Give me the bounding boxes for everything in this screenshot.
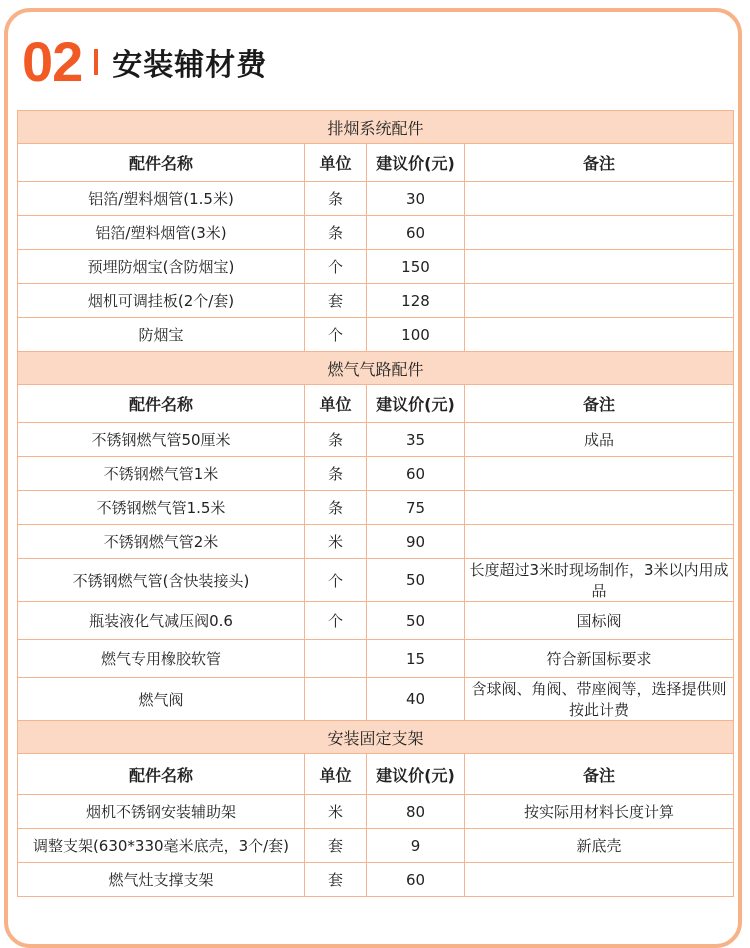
- section-title-row: [18, 352, 734, 385]
- col-note-header: 备注: [465, 144, 734, 182]
- item-note: 长度超过3米时现场制作，3米以内用成品: [465, 559, 734, 602]
- col-name-header: 配件名称: [18, 144, 305, 182]
- item-note: [465, 525, 734, 559]
- item-unit: [305, 640, 367, 678]
- item-name: 铝箔/塑料烟管(3米): [18, 216, 305, 250]
- item-unit: 个: [305, 318, 367, 352]
- item-price: 15: [367, 640, 465, 678]
- item-note: 国标阀: [465, 602, 734, 640]
- item-note: [465, 863, 734, 897]
- col-unit-header: 单位: [305, 754, 367, 795]
- item-note: 符合新国标要求: [465, 640, 734, 678]
- item-price: 35: [367, 423, 465, 457]
- table-row: [18, 457, 734, 491]
- table-row: [18, 678, 734, 721]
- item-price: 128: [367, 284, 465, 318]
- item-name: 不锈钢燃气管(含快装接头): [18, 559, 305, 602]
- item-note: 成品: [465, 423, 734, 457]
- item-name: 防烟宝: [18, 318, 305, 352]
- col-price-header: 建议价(元): [367, 754, 465, 795]
- section-header: [22, 32, 267, 92]
- fee-table: [17, 110, 734, 897]
- item-price: 100: [367, 318, 465, 352]
- table-row: [18, 216, 734, 250]
- col-unit-header: 单位: [305, 144, 367, 182]
- item-unit: 个: [305, 559, 367, 602]
- section-number: 02: [22, 30, 83, 93]
- table-row: [18, 423, 734, 457]
- table-row: [18, 318, 734, 352]
- table-row: [18, 863, 734, 897]
- item-note: 新底壳: [465, 829, 734, 863]
- item-note: [465, 318, 734, 352]
- item-unit: 条: [305, 182, 367, 216]
- item-price: 60: [367, 216, 465, 250]
- item-note: [465, 284, 734, 318]
- item-unit: 米: [305, 525, 367, 559]
- item-price: 60: [367, 457, 465, 491]
- item-note: 含球阀、角阀、带座阀等，选择提供则按此计费: [465, 678, 734, 721]
- item-note: [465, 216, 734, 250]
- item-unit: 条: [305, 457, 367, 491]
- item-unit: 条: [305, 491, 367, 525]
- table-row: [18, 525, 734, 559]
- item-name: 燃气专用橡胶软管: [18, 640, 305, 678]
- item-note: [465, 250, 734, 284]
- col-unit-header: 单位: [305, 385, 367, 423]
- item-price: 9: [367, 829, 465, 863]
- col-note-header: 备注: [465, 754, 734, 795]
- item-price: 50: [367, 602, 465, 640]
- section-title-row: [18, 111, 734, 144]
- table-row: [18, 829, 734, 863]
- item-unit: [305, 678, 367, 721]
- section-title: 安装固定支架: [18, 721, 734, 754]
- item-note: [465, 182, 734, 216]
- item-unit: 套: [305, 284, 367, 318]
- item-price: 40: [367, 678, 465, 721]
- table-row: [18, 182, 734, 216]
- item-name: 不锈钢燃气管2米: [18, 525, 305, 559]
- item-unit: 条: [305, 423, 367, 457]
- item-price: 90: [367, 525, 465, 559]
- col-name-header: 配件名称: [18, 385, 305, 423]
- item-unit: 个: [305, 250, 367, 284]
- item-note: [465, 457, 734, 491]
- table-row: [18, 795, 734, 829]
- item-note: 按实际用材料长度计算: [465, 795, 734, 829]
- table-row: [18, 284, 734, 318]
- item-unit: 米: [305, 795, 367, 829]
- col-name-header: 配件名称: [18, 754, 305, 795]
- table-row: [18, 602, 734, 640]
- item-price: 50: [367, 559, 465, 602]
- item-price: 150: [367, 250, 465, 284]
- table-row: [18, 640, 734, 678]
- item-note: [465, 491, 734, 525]
- section-title: 燃气气路配件: [18, 352, 734, 385]
- col-note-header: 备注: [465, 385, 734, 423]
- item-unit: 个: [305, 602, 367, 640]
- item-name: 不锈钢燃气管50厘米: [18, 423, 305, 457]
- item-price: 30: [367, 182, 465, 216]
- item-price: 80: [367, 795, 465, 829]
- table-row: [18, 250, 734, 284]
- column-header-row: [18, 144, 734, 182]
- column-header-row: [18, 754, 734, 795]
- item-name: 预埋防烟宝(含防烟宝): [18, 250, 305, 284]
- col-price-header: 建议价(元): [367, 385, 465, 423]
- item-name: 烟机不锈钢安装辅助架: [18, 795, 305, 829]
- section-title-row: [18, 721, 734, 754]
- item-price: 60: [367, 863, 465, 897]
- item-unit: 套: [305, 863, 367, 897]
- header-divider: [94, 49, 98, 75]
- column-header-row: [18, 385, 734, 423]
- item-name: 烟机可调挂板(2个/套): [18, 284, 305, 318]
- item-name: 燃气阀: [18, 678, 305, 721]
- item-price: 75: [367, 491, 465, 525]
- item-unit: 套: [305, 829, 367, 863]
- table-row: [18, 491, 734, 525]
- item-name: 燃气灶支撑支架: [18, 863, 305, 897]
- item-name: 调整支架(630*330毫米底壳，3个/套): [18, 829, 305, 863]
- item-unit: 条: [305, 216, 367, 250]
- table-row: [18, 559, 734, 602]
- col-price-header: 建议价(元): [367, 144, 465, 182]
- item-name: 不锈钢燃气管1.5米: [18, 491, 305, 525]
- item-name: 不锈钢燃气管1米: [18, 457, 305, 491]
- section-title: 排烟系统配件: [18, 111, 734, 144]
- page-title: 安装辅材费: [112, 48, 268, 83]
- item-name: 瓶装液化气减压阀0.6: [18, 602, 305, 640]
- item-name: 铝箔/塑料烟管(1.5米): [18, 182, 305, 216]
